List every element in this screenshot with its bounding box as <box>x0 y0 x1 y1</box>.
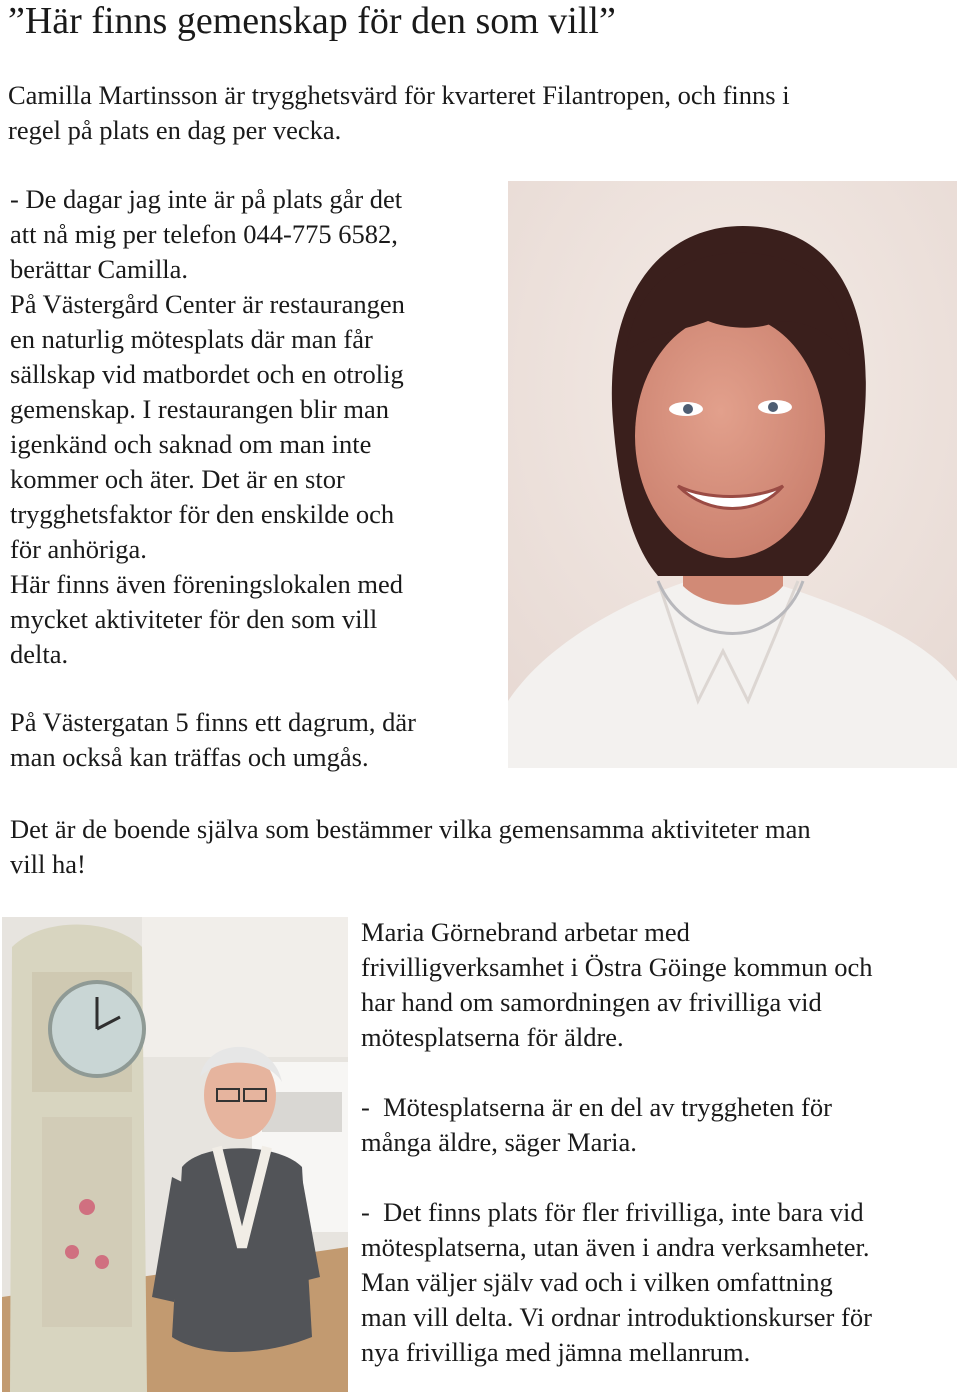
text-line: att nå mig per telefon 044-775 6582, <box>10 219 398 249</box>
text-line: många äldre, säger Maria. <box>361 1127 637 1157</box>
text-line: igenkänd och saknad om man inte <box>10 429 372 459</box>
dagrum-text <box>10 705 416 775</box>
text-line: - Det finns plats för fler frivilliga, inte bara vid <box>361 1197 864 1227</box>
text-line: På Västergatan 5 finns ett dagrum, där <box>10 707 416 737</box>
text-line: - De dagar jag inte är på plats går det <box>10 184 403 214</box>
text-line: har hand om samordningen av frivilliga vid <box>361 987 822 1017</box>
text-line: På Västergård Center är restaurangen <box>10 289 405 319</box>
text-line: nya frivilliga med jämna mellanrum. <box>361 1337 751 1367</box>
article-title: ”Här finns gemenskap för den som vill” <box>8 0 616 42</box>
text-line: Det är de boende själva som bestämmer vilka gemensamma aktiviteter man <box>10 814 811 844</box>
text-line: berättar Camilla. <box>10 254 189 284</box>
text-line: en naturlig mötesplats där man får <box>10 324 373 354</box>
text-line: kommer och äter. Det är en stor <box>10 464 345 494</box>
maria-intro <box>361 915 873 1055</box>
text-line: man vill delta. Vi ordnar introduktionskurser för <box>361 1302 872 1332</box>
text-line: - Mötesplatserna är en del av tryggheten för <box>361 1092 832 1122</box>
text-line: mycket aktiviteter för den som vill <box>10 604 378 634</box>
text-line: Man väljer själv vad och i vilken omfattning <box>361 1267 833 1297</box>
maria-photo <box>2 917 348 1392</box>
text-line: trygghetsfaktor för den enskilde och <box>10 499 395 529</box>
text-line: vill ha! <box>10 849 86 879</box>
text-line: mötesplatserna för äldre. <box>361 1022 624 1052</box>
text-line: Maria Görnebrand arbetar med <box>361 917 690 947</box>
boende-text <box>10 812 811 882</box>
intro-line: Camilla Martinsson är trygghetsvärd för kvarteret Filantropen, och finns i <box>8 80 790 110</box>
intro-line: regel på plats en dag per vecka. <box>8 115 342 145</box>
maria-quote-1 <box>361 1090 832 1160</box>
camilla-text <box>10 182 405 672</box>
text-line: delta. <box>10 639 69 669</box>
text-line: gemenskap. I restaurangen blir man <box>10 394 389 424</box>
text-line: Här finns även föreningslokalen med <box>10 569 403 599</box>
text-line: mötesplatserna, utan även i andra verksamheter. <box>361 1232 870 1262</box>
text-line: sällskap vid matbordet och en otrolig <box>10 359 404 389</box>
text-line: för anhöriga. <box>10 534 147 564</box>
maria-quote-2 <box>361 1195 872 1370</box>
text-line: man också kan träffas och umgås. <box>10 742 369 772</box>
text-line: frivilligverksamhet i Östra Göinge kommun och <box>361 952 873 982</box>
camilla-photo <box>508 181 957 768</box>
